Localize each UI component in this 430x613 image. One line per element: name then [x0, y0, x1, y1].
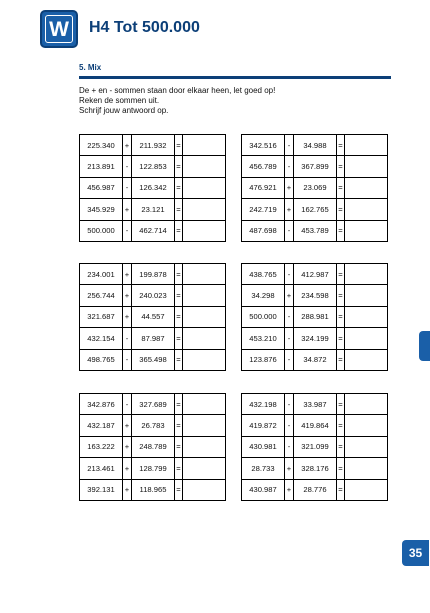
operand-b: 34.988	[294, 135, 337, 156]
equals-sign: =	[175, 156, 183, 177]
answer-field[interactable]	[345, 264, 388, 285]
answer-field[interactable]	[183, 479, 226, 500]
exercise-block	[241, 263, 388, 371]
operator: -	[123, 220, 132, 241]
page-number: 35	[402, 540, 429, 566]
operand-a: 432.154	[80, 328, 123, 349]
operand-a: 345.929	[80, 199, 123, 220]
logo-icon	[40, 10, 78, 48]
operator: +	[123, 285, 132, 306]
exercise-row	[242, 220, 388, 241]
operand-a: 242.719	[242, 199, 285, 220]
operand-a: 163.222	[80, 436, 123, 457]
exercise-row	[80, 156, 226, 177]
operand-a: 34.298	[242, 285, 285, 306]
equals-sign: =	[175, 285, 183, 306]
operand-b: 87.987	[132, 328, 175, 349]
operand-a: 487.698	[242, 220, 285, 241]
operand-a: 500.000	[242, 306, 285, 327]
operand-a: 430.987	[242, 479, 285, 500]
equals-sign: =	[337, 199, 345, 220]
operator: -	[285, 135, 294, 156]
operand-b: 44.557	[132, 306, 175, 327]
equals-sign: =	[337, 264, 345, 285]
answer-field[interactable]	[345, 328, 388, 349]
exercise-row	[80, 199, 226, 220]
answer-field[interactable]	[345, 349, 388, 370]
exercise-row	[242, 177, 388, 198]
operator: -	[285, 220, 294, 241]
exercise-row	[242, 415, 388, 436]
answer-field[interactable]	[183, 306, 226, 327]
logo-letter: W	[45, 15, 73, 43]
exercise-block	[79, 134, 226, 242]
exercise-row	[242, 394, 388, 415]
instruction-line: De + en - sommen staan door elkaar heen, let goed op!	[79, 86, 276, 95]
operand-b: 453.789	[294, 220, 337, 241]
answer-field[interactable]	[345, 479, 388, 500]
exercise-row	[80, 306, 226, 327]
operator: -	[285, 415, 294, 436]
operand-a: 123.876	[242, 349, 285, 370]
operand-b: 23.069	[294, 177, 337, 198]
operand-a: 438.765	[242, 264, 285, 285]
exercise-row	[242, 349, 388, 370]
page-title: H4 Tot 500.000	[89, 19, 200, 36]
answer-field[interactable]	[345, 199, 388, 220]
equals-sign: =	[175, 349, 183, 370]
exercise-row	[242, 199, 388, 220]
operand-b: 199.878	[132, 264, 175, 285]
operand-a: 419.872	[242, 415, 285, 436]
exercise-row	[242, 285, 388, 306]
operand-a: 430.981	[242, 436, 285, 457]
operand-b: 162.765	[294, 199, 337, 220]
answer-field[interactable]	[345, 135, 388, 156]
operator: -	[123, 394, 132, 415]
equals-sign: =	[175, 220, 183, 241]
operand-a: 432.187	[80, 415, 123, 436]
exercise-row	[242, 479, 388, 500]
operator: -	[285, 349, 294, 370]
equals-sign: =	[175, 306, 183, 327]
exercise-row	[242, 328, 388, 349]
operator: +	[285, 479, 294, 500]
operand-a: 498.765	[80, 349, 123, 370]
equals-sign: =	[337, 220, 345, 241]
equals-sign: =	[175, 199, 183, 220]
operand-b: 367.899	[294, 156, 337, 177]
equals-sign: =	[175, 415, 183, 436]
operand-b: 327.689	[132, 394, 175, 415]
operator: +	[285, 285, 294, 306]
equals-sign: =	[337, 156, 345, 177]
operator: -	[285, 394, 294, 415]
equals-sign: =	[175, 394, 183, 415]
operand-b: 419.864	[294, 415, 337, 436]
operator: -	[123, 349, 132, 370]
exercise-row	[80, 264, 226, 285]
answer-field[interactable]	[183, 135, 226, 156]
operator: +	[285, 458, 294, 479]
operator: -	[285, 328, 294, 349]
equals-sign: =	[337, 135, 345, 156]
operand-a: 256.744	[80, 285, 123, 306]
equals-sign: =	[175, 264, 183, 285]
answer-field[interactable]	[183, 415, 226, 436]
operand-a: 342.876	[80, 394, 123, 415]
answer-field[interactable]	[183, 156, 226, 177]
exercise-block	[241, 134, 388, 242]
exercise-row	[242, 436, 388, 457]
operand-a: 392.131	[80, 479, 123, 500]
operand-a: 28.733	[242, 458, 285, 479]
operator: +	[123, 199, 132, 220]
operand-b: 34.872	[294, 349, 337, 370]
operator: +	[123, 264, 132, 285]
equals-sign: =	[337, 285, 345, 306]
operand-a: 476.921	[242, 177, 285, 198]
operator: +	[123, 458, 132, 479]
exercise-row	[80, 394, 226, 415]
operand-a: 234.001	[80, 264, 123, 285]
exercise-row	[80, 285, 226, 306]
exercise-row	[80, 177, 226, 198]
answer-field[interactable]	[183, 349, 226, 370]
answer-field[interactable]	[345, 285, 388, 306]
operator: +	[123, 436, 132, 457]
operator: -	[285, 436, 294, 457]
operand-b: 288.981	[294, 306, 337, 327]
instruction-line: Schrijf jouw antwoord op.	[79, 106, 169, 115]
operand-a: 225.340	[80, 135, 123, 156]
operator: -	[123, 177, 132, 198]
operand-b: 321.099	[294, 436, 337, 457]
answer-field[interactable]	[183, 328, 226, 349]
equals-sign: =	[337, 177, 345, 198]
operand-a: 456.987	[80, 177, 123, 198]
operand-b: 118.965	[132, 479, 175, 500]
exercise-row	[80, 436, 226, 457]
operand-b: 211.932	[132, 135, 175, 156]
equals-sign: =	[337, 415, 345, 436]
answer-field[interactable]	[345, 415, 388, 436]
operand-b: 328.176	[294, 458, 337, 479]
exercise-row	[242, 264, 388, 285]
operand-a: 456.789	[242, 156, 285, 177]
instructions	[79, 86, 275, 116]
equals-sign: =	[337, 394, 345, 415]
answer-field[interactable]	[183, 394, 226, 415]
exercise-row	[80, 328, 226, 349]
exercise-block	[241, 393, 388, 501]
operand-b: 26.783	[132, 415, 175, 436]
equals-sign: =	[175, 458, 183, 479]
operand-b: 122.853	[132, 156, 175, 177]
exercise-row	[242, 156, 388, 177]
answer-field[interactable]	[345, 458, 388, 479]
answer-field[interactable]	[345, 394, 388, 415]
answer-field[interactable]	[345, 306, 388, 327]
exercise-row	[80, 220, 226, 241]
exercise-row	[80, 349, 226, 370]
answer-field[interactable]	[345, 177, 388, 198]
equals-sign: =	[337, 458, 345, 479]
operand-b: 126.342	[132, 177, 175, 198]
operator: +	[123, 135, 132, 156]
operand-a: 432.198	[242, 394, 285, 415]
answer-field[interactable]	[183, 199, 226, 220]
equals-sign: =	[175, 328, 183, 349]
operand-b: 240.023	[132, 285, 175, 306]
side-tab	[419, 331, 430, 361]
operator: -	[285, 306, 294, 327]
operator: +	[285, 199, 294, 220]
answer-field[interactable]	[183, 285, 226, 306]
equals-sign: =	[337, 349, 345, 370]
exercise-row	[80, 415, 226, 436]
equals-sign: =	[337, 479, 345, 500]
operand-b: 28.776	[294, 479, 337, 500]
operand-b: 234.598	[294, 285, 337, 306]
operand-b: 365.498	[132, 349, 175, 370]
operand-b: 23.121	[132, 199, 175, 220]
exercise-row	[242, 135, 388, 156]
equals-sign: =	[175, 135, 183, 156]
operand-b: 412.987	[294, 264, 337, 285]
exercise-block	[79, 263, 226, 371]
operator: +	[123, 306, 132, 327]
answer-field[interactable]	[183, 458, 226, 479]
section-heading: 5. Mix	[79, 63, 102, 72]
operand-a: 321.687	[80, 306, 123, 327]
exercise-row	[80, 458, 226, 479]
instruction-line: Reken de sommen uit.	[79, 96, 160, 105]
operand-a: 500.000	[80, 220, 123, 241]
operand-b: 324.199	[294, 328, 337, 349]
operator: +	[123, 415, 132, 436]
exercise-row	[242, 306, 388, 327]
operator: -	[285, 264, 294, 285]
operand-a: 213.891	[80, 156, 123, 177]
operand-b: 248.789	[132, 436, 175, 457]
exercise-row	[242, 458, 388, 479]
answer-field[interactable]	[345, 436, 388, 457]
exercise-row	[80, 479, 226, 500]
operand-a: 342.516	[242, 135, 285, 156]
operand-b: 462.714	[132, 220, 175, 241]
equals-sign: =	[337, 436, 345, 457]
equals-sign: =	[337, 328, 345, 349]
equals-sign: =	[175, 177, 183, 198]
operand-b: 128.799	[132, 458, 175, 479]
operator: -	[285, 156, 294, 177]
operand-b: 33.987	[294, 394, 337, 415]
section-divider	[79, 76, 391, 79]
operand-a: 213.461	[80, 458, 123, 479]
answer-field[interactable]	[183, 264, 226, 285]
exercise-row	[80, 135, 226, 156]
operator: +	[123, 479, 132, 500]
answer-field[interactable]	[183, 177, 226, 198]
answer-field[interactable]	[345, 220, 388, 241]
operator: -	[123, 156, 132, 177]
equals-sign: =	[175, 479, 183, 500]
answer-field[interactable]	[183, 436, 226, 457]
answer-field[interactable]	[183, 220, 226, 241]
equals-sign: =	[175, 436, 183, 457]
operator: -	[123, 328, 132, 349]
equals-sign: =	[337, 306, 345, 327]
exercise-block	[79, 393, 226, 501]
operator: +	[285, 177, 294, 198]
operand-a: 453.210	[242, 328, 285, 349]
answer-field[interactable]	[345, 156, 388, 177]
